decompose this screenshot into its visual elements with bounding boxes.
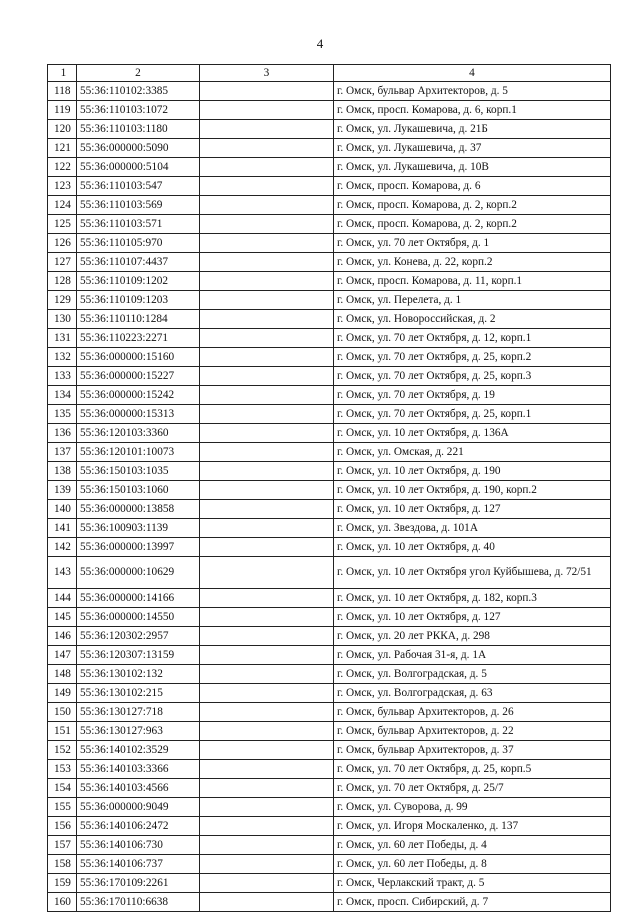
address-cell: г. Омск, бульвар Архитекторов, д. 37 [334,741,611,760]
address-cell: г. Омск, ул. 70 лет Октября, д. 25/7 [334,779,611,798]
row-number-cell: 120 [48,120,77,139]
address-cell: г. Омск, ул. 70 лет Октября, д. 25, корп.1 [334,405,611,424]
address-cell: г. Омск, ул. 60 лет Победы, д. 8 [334,855,611,874]
row-number-cell: 132 [48,348,77,367]
table-row [48,760,611,779]
cadastral-number-cell: 55:36:000000:15160 [77,348,200,367]
empty-cell [200,158,334,177]
cadastral-number-cell: 55:36:130102:215 [77,684,200,703]
cadastral-number-cell: 55:36:130102:132 [77,665,200,684]
column-header-2: 2 [77,65,200,82]
address-cell: г. Омск, ул. Волгоградская, д. 5 [334,665,611,684]
empty-cell [200,443,334,462]
table-row [48,101,611,120]
row-number-cell: 146 [48,627,77,646]
empty-cell [200,874,334,893]
cadastral-number-cell: 55:36:140102:3529 [77,741,200,760]
address-cell: г. Омск, бульвар Архитекторов, д. 5 [334,82,611,101]
table-row [48,519,611,538]
table-row [48,874,611,893]
row-number-cell: 156 [48,817,77,836]
address-cell: г. Омск, ул. 10 лет Октября, д. 136А [334,424,611,443]
address-cell: г. Омск, просп. Комарова, д. 6, корп.1 [334,101,611,120]
cadastral-table [47,64,611,912]
table-row [48,120,611,139]
cadastral-number-cell: 55:36:120101:10073 [77,443,200,462]
cadastral-number-cell: 55:36:110109:1203 [77,291,200,310]
address-cell: г. Омск, ул. 10 лет Октября угол Куйбышева, д. 72/51 [334,557,611,589]
cadastral-number-cell: 55:36:110105:970 [77,234,200,253]
table-row [48,405,611,424]
empty-cell [200,646,334,665]
empty-cell [200,405,334,424]
cadastral-number-cell: 55:36:110102:3385 [77,82,200,101]
cadastral-number-cell: 55:36:110103:1072 [77,101,200,120]
table-row [48,424,611,443]
cadastral-number-cell: 55:36:000000:5090 [77,139,200,158]
empty-cell [200,684,334,703]
cadastral-number-cell: 55:36:150103:1060 [77,481,200,500]
cadastral-number-cell: 55:36:130127:718 [77,703,200,722]
table-row [48,82,611,101]
table-row [48,386,611,405]
row-number-cell: 133 [48,367,77,386]
table-row [48,272,611,291]
row-number-cell: 138 [48,462,77,481]
empty-cell [200,779,334,798]
empty-cell [200,272,334,291]
address-cell: г. Омск, ул. 70 лет Октября, д. 1 [334,234,611,253]
empty-cell [200,310,334,329]
cadastral-number-cell: 55:36:140106:2472 [77,817,200,836]
address-cell: г. Омск, ул. Лукашевича, д. 21Б [334,120,611,139]
row-number-cell: 152 [48,741,77,760]
table-row [48,722,611,741]
table-row [48,557,611,589]
table-row [48,646,611,665]
address-cell: г. Омск, ул. 70 лет Октября, д. 19 [334,386,611,405]
cadastral-number-cell: 55:36:120103:3360 [77,424,200,443]
row-number-cell: 136 [48,424,77,443]
row-number-cell: 121 [48,139,77,158]
row-number-cell: 157 [48,836,77,855]
empty-cell [200,519,334,538]
empty-cell [200,462,334,481]
cadastral-number-cell: 55:36:000000:10629 [77,557,200,589]
address-cell: г. Омск, ул. Волгоградская, д. 63 [334,684,611,703]
empty-cell [200,817,334,836]
row-number-cell: 130 [48,310,77,329]
cadastral-number-cell: 55:36:110109:1202 [77,272,200,291]
row-number-cell: 145 [48,608,77,627]
cadastral-number-cell: 55:36:110107:4437 [77,253,200,272]
empty-cell [200,722,334,741]
table-row [48,367,611,386]
row-number-cell: 118 [48,82,77,101]
row-number-cell: 142 [48,538,77,557]
table-row [48,196,611,215]
column-header-1: 1 [48,65,77,82]
address-cell: г. Омск, ул. Суворова, д. 99 [334,798,611,817]
empty-cell [200,836,334,855]
column-header-3: 3 [200,65,334,82]
empty-cell [200,177,334,196]
row-number-cell: 140 [48,500,77,519]
row-number-cell: 127 [48,253,77,272]
address-cell: г. Омск, ул. 10 лет Октября, д. 127 [334,500,611,519]
row-number-cell: 153 [48,760,77,779]
row-number-cell: 155 [48,798,77,817]
cadastral-number-cell: 55:36:110103:1180 [77,120,200,139]
address-cell: г. Омск, ул. 10 лет Октября, д. 190, корп.2 [334,481,611,500]
cadastral-number-cell: 55:36:130127:963 [77,722,200,741]
row-number-cell: 135 [48,405,77,424]
table-row [48,500,611,519]
table-row [48,329,611,348]
cadastral-number-cell: 55:36:110223:2271 [77,329,200,348]
empty-cell [200,120,334,139]
table-row [48,741,611,760]
table-row [48,158,611,177]
row-number-cell: 143 [48,557,77,589]
row-number-cell: 122 [48,158,77,177]
empty-cell [200,253,334,272]
empty-cell [200,741,334,760]
address-cell: г. Омск, ул. Игоря Москаленко, д. 137 [334,817,611,836]
address-cell: г. Омск, ул. Лукашевича, д. 37 [334,139,611,158]
table-row [48,443,611,462]
address-cell: г. Омск, просп. Комарова, д. 2, корп.2 [334,196,611,215]
cadastral-number-cell: 55:36:120302:2957 [77,627,200,646]
table-row [48,779,611,798]
column-header-4: 4 [334,65,611,82]
empty-cell [200,329,334,348]
empty-cell [200,893,334,912]
address-cell: г. Омск, ул. Конева, д. 22, корп.2 [334,253,611,272]
empty-cell [200,291,334,310]
row-number-cell: 150 [48,703,77,722]
table-row [48,310,611,329]
empty-cell [200,665,334,684]
cadastral-number-cell: 55:36:100903:1139 [77,519,200,538]
empty-cell [200,424,334,443]
row-number-cell: 123 [48,177,77,196]
table-row [48,139,611,158]
cadastral-number-cell: 55:36:140103:4566 [77,779,200,798]
row-number-cell: 126 [48,234,77,253]
address-cell: г. Омск, ул. Звездова, д. 101А [334,519,611,538]
table-row [48,481,611,500]
table-row [48,798,611,817]
empty-cell [200,196,334,215]
row-number-cell: 131 [48,329,77,348]
empty-cell [200,101,334,120]
empty-cell [200,557,334,589]
table-row [48,817,611,836]
cadastral-number-cell: 55:36:000000:15227 [77,367,200,386]
empty-cell [200,760,334,779]
address-cell: г. Омск, ул. 60 лет Победы, д. 4 [334,836,611,855]
address-cell: г. Омск, ул. Рабочая 31-я, д. 1А [334,646,611,665]
table-row [48,836,611,855]
address-cell: г. Омск, просп. Комарова, д. 11, корп.1 [334,272,611,291]
table-row [48,684,611,703]
address-cell: г. Омск, ул. Перелета, д. 1 [334,291,611,310]
row-number-cell: 134 [48,386,77,405]
cadastral-number-cell: 55:36:000000:15242 [77,386,200,405]
cadastral-number-cell: 55:36:140103:3366 [77,760,200,779]
address-cell: г. Омск, ул. 10 лет Октября, д. 182, корп.3 [334,589,611,608]
table-row [48,855,611,874]
table-row [48,177,611,196]
cadastral-number-cell: 55:36:120307:13159 [77,646,200,665]
empty-cell [200,608,334,627]
cadastral-number-cell: 55:36:000000:15313 [77,405,200,424]
cadastral-number-cell: 55:36:140106:737 [77,855,200,874]
row-number-cell: 141 [48,519,77,538]
row-number-cell: 137 [48,443,77,462]
empty-cell [200,538,334,557]
table-row [48,627,611,646]
address-cell: г. Омск, ул. 10 лет Октября, д. 190 [334,462,611,481]
table-row [48,234,611,253]
empty-cell [200,798,334,817]
table-row [48,589,611,608]
empty-cell [200,234,334,253]
row-number-cell: 139 [48,481,77,500]
row-number-cell: 125 [48,215,77,234]
table-row [48,893,611,912]
empty-cell [200,386,334,405]
cadastral-number-cell: 55:36:000000:13858 [77,500,200,519]
table-row [48,253,611,272]
address-cell: г. Омск, просп. Комарова, д. 6 [334,177,611,196]
table-row [48,215,611,234]
cadastral-number-cell: 55:36:000000:9049 [77,798,200,817]
table-row [48,538,611,557]
table-row [48,665,611,684]
row-number-cell: 149 [48,684,77,703]
cadastral-number-cell: 55:36:170109:2261 [77,874,200,893]
empty-cell [200,348,334,367]
address-cell: г. Омск, ул. Лукашевича, д. 10В [334,158,611,177]
address-cell: г. Омск, ул. 10 лет Октября, д. 40 [334,538,611,557]
empty-cell [200,855,334,874]
table-row [48,348,611,367]
address-cell: г. Омск, Черлакский тракт, д. 5 [334,874,611,893]
row-number-cell: 119 [48,101,77,120]
cadastral-number-cell: 55:36:000000:13997 [77,538,200,557]
address-cell: г. Омск, ул. 70 лет Октября, д. 25, корп.2 [334,348,611,367]
address-cell: г. Омск, ул. 70 лет Октября, д. 25, корп.3 [334,367,611,386]
table-header-row [48,65,611,82]
empty-cell [200,367,334,386]
address-cell: г. Омск, бульвар Архитекторов, д. 26 [334,703,611,722]
row-number-cell: 124 [48,196,77,215]
row-number-cell: 154 [48,779,77,798]
empty-cell [200,139,334,158]
address-cell: г. Омск, ул. Новороссийская, д. 2 [334,310,611,329]
address-cell: г. Омск, ул. 70 лет Октября, д. 12, корп.1 [334,329,611,348]
table-row [48,608,611,627]
page-number: 4 [316,36,324,51]
row-number-cell: 151 [48,722,77,741]
cadastral-number-cell: 55:36:150103:1035 [77,462,200,481]
address-cell: г. Омск, бульвар Архитекторов, д. 22 [334,722,611,741]
empty-cell [200,481,334,500]
row-number-cell: 160 [48,893,77,912]
row-number-cell: 129 [48,291,77,310]
empty-cell [200,589,334,608]
empty-cell [200,627,334,646]
empty-cell [200,500,334,519]
table-row [48,291,611,310]
cadastral-number-cell: 55:36:110103:569 [77,196,200,215]
empty-cell [200,703,334,722]
address-cell: г. Омск, ул. 20 лет РККА, д. 298 [334,627,611,646]
cadastral-number-cell: 55:36:000000:14550 [77,608,200,627]
cadastral-number-cell: 55:36:110103:571 [77,215,200,234]
address-cell: г. Омск, ул. 70 лет Октября, д. 25, корп.5 [334,760,611,779]
row-number-cell: 159 [48,874,77,893]
address-cell: г. Омск, просп. Сибирский, д. 7 [334,893,611,912]
cadastral-number-cell: 55:36:170110:6638 [77,893,200,912]
table-row [48,462,611,481]
empty-cell [200,215,334,234]
row-number-cell: 148 [48,665,77,684]
cadastral-number-cell: 55:36:000000:5104 [77,158,200,177]
row-number-cell: 128 [48,272,77,291]
cadastral-number-cell: 55:36:000000:14166 [77,589,200,608]
cadastral-number-cell: 55:36:110103:547 [77,177,200,196]
table-row [48,703,611,722]
cadastral-number-cell: 55:36:110110:1284 [77,310,200,329]
address-cell: г. Омск, ул. Омская, д. 221 [334,443,611,462]
cadastral-number-cell: 55:36:140106:730 [77,836,200,855]
address-cell: г. Омск, просп. Комарова, д. 2, корп.2 [334,215,611,234]
row-number-cell: 144 [48,589,77,608]
address-cell: г. Омск, ул. 10 лет Октября, д. 127 [334,608,611,627]
row-number-cell: 147 [48,646,77,665]
row-number-cell: 158 [48,855,77,874]
empty-cell [200,82,334,101]
